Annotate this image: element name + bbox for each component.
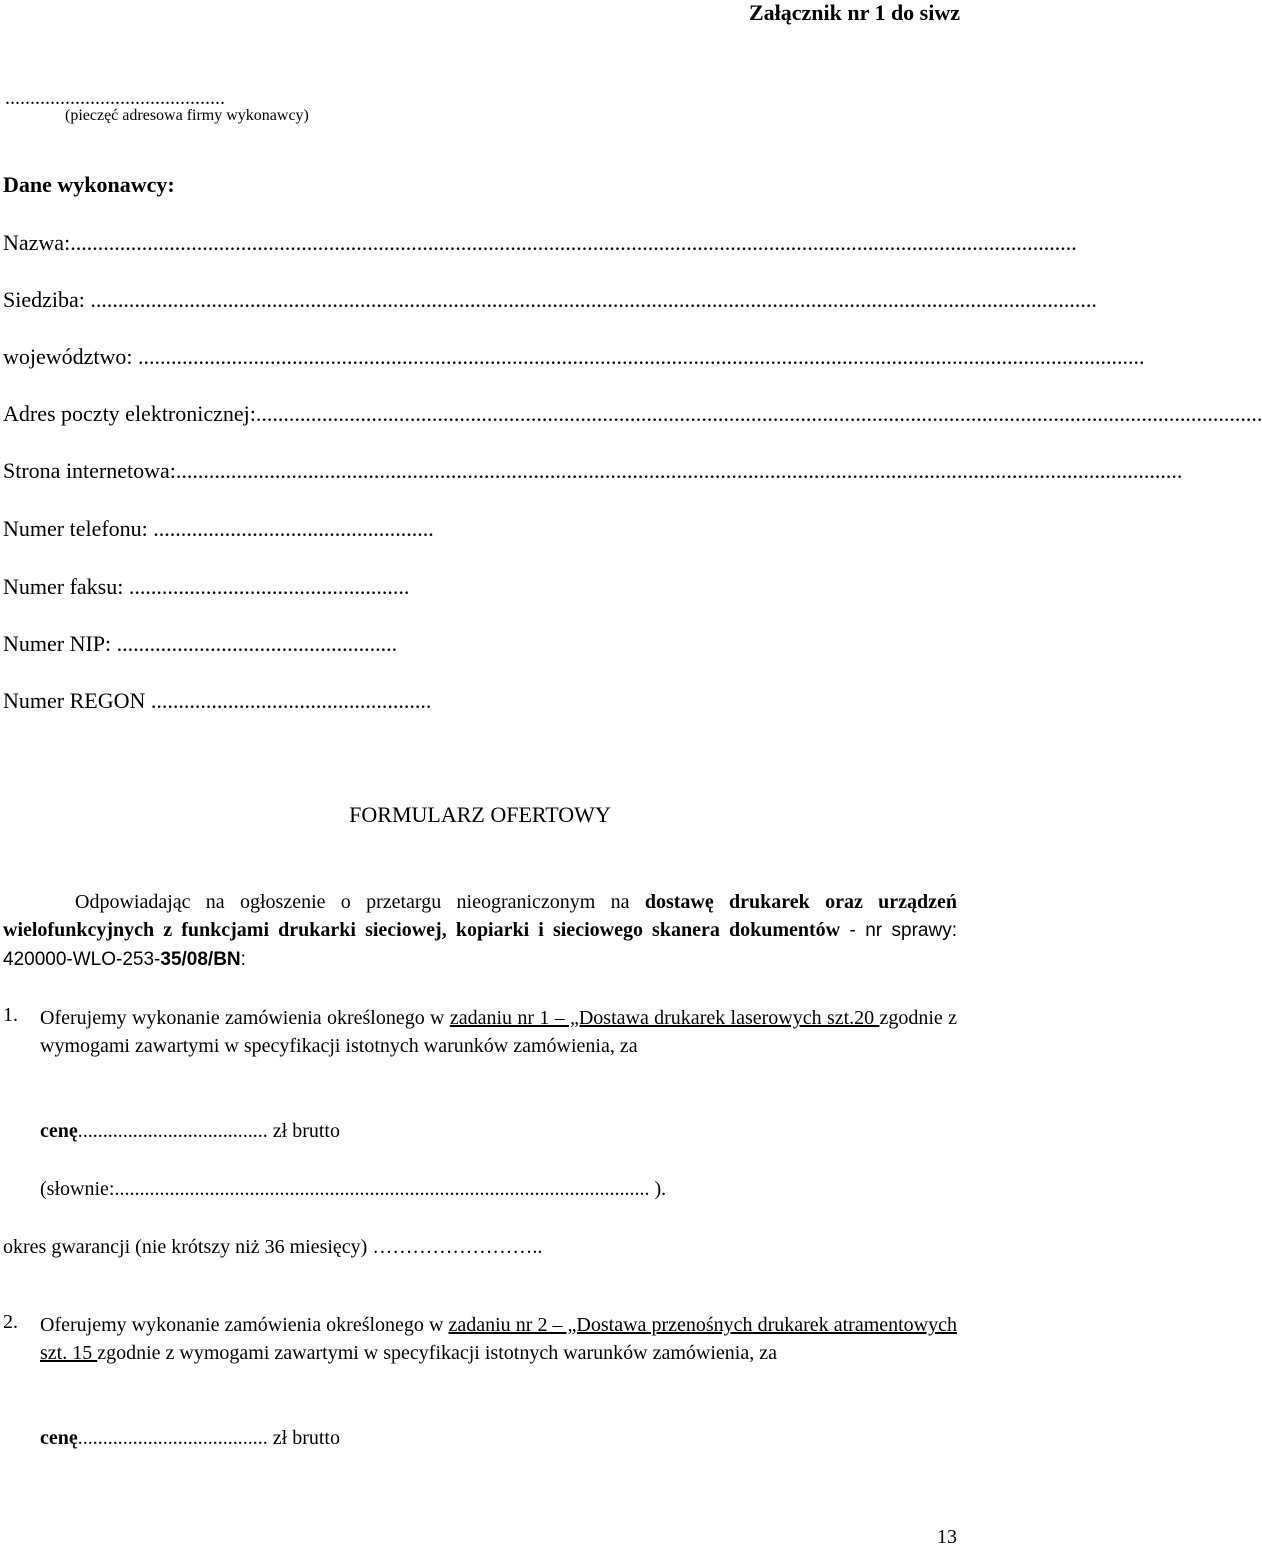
price-dots: ...................................... <box>77 1120 268 1142</box>
field-email <box>3 401 1262 427</box>
annex-title: Załącznik nr 1 do siwz <box>748 0 960 25</box>
field-label: Numer faksu: <box>3 574 129 599</box>
intro-text: Odpowiadając na ogłoszenie o przetargu nieograniczonym na <box>75 891 645 913</box>
item1-text: Oferujemy wykonanie zamówienia określonego w <box>40 1007 450 1029</box>
field-label: województwo: <box>3 344 139 369</box>
field-seat <box>3 287 1097 313</box>
intro-subject: dostawę drukarek oraz urządzeń wielofunkcyjnych z funkcjami drukarki sieciowej, kopiarki i sieciowego skanera dokumentów <box>3 891 958 941</box>
field-dots: ................................................... <box>116 631 398 656</box>
item1-paragraph <box>40 1004 957 1060</box>
price-label: cenę <box>40 1120 78 1142</box>
field-dots: ....................................................................................................................................................................................... <box>175 458 1183 483</box>
field-dots: ................................................... <box>128 574 410 599</box>
field-website <box>3 458 1183 484</box>
item2-task: zadaniu nr 2 – „Dostawa przenośnych drukarek atramentowych szt. 15 <box>40 1314 958 1364</box>
item2-text: Oferujemy wykonanie zamówienia określonego w <box>40 1314 449 1336</box>
field-label: Nazwa: <box>3 230 71 255</box>
intro-case-suffix: 35/08/BN <box>160 949 241 970</box>
item1-number: 1. <box>3 1004 18 1026</box>
item2-number: 2. <box>3 1311 18 1333</box>
field-phone <box>3 516 943 542</box>
page-number: 13 <box>937 1526 957 1548</box>
field-dots: ................................................... <box>153 516 434 541</box>
field-label: Adres poczty elektronicznej: <box>3 401 256 426</box>
item2-text-2: zgodnie z wymogami zawartymi w specyfikacji istotnych warunków zamówienia, za <box>97 1342 777 1364</box>
field-voivodeship <box>3 344 1145 370</box>
field-fax <box>3 574 943 600</box>
field-dots: ....................................................................................................................................................................................... <box>90 287 1097 312</box>
field-regon <box>3 688 943 714</box>
words-dots: ........................................................................................................... <box>114 1178 650 1200</box>
field-dots: ....................................................................................................................................................................................... <box>138 344 1145 369</box>
field-label: Numer REGON <box>3 688 151 713</box>
field-label: Siedziba: <box>3 287 91 312</box>
price-label: cenę <box>40 1427 78 1449</box>
intro-case-number: - nr sprawy: 420000-WLO-253- <box>3 920 957 970</box>
item1-price <box>40 1120 340 1143</box>
item1-in-words <box>40 1178 666 1201</box>
contractor-heading: Dane wykonawcy: <box>3 172 175 197</box>
item2-price <box>40 1427 340 1450</box>
item1-task: zadaniu nr 1 – „Dostawa drukarek laserowych szt.20 <box>449 1007 880 1029</box>
price-dots: ...................................... <box>77 1427 268 1449</box>
field-name <box>3 230 1077 256</box>
field-label: Numer NIP: <box>3 631 117 656</box>
field-label: Numer telefonu: <box>3 516 154 541</box>
intro-paragraph <box>3 888 957 974</box>
stamp-dots: ............................................ <box>5 87 225 109</box>
field-dots: ....................................................................................................................................................................................... <box>70 230 1077 255</box>
item2-paragraph <box>40 1311 957 1367</box>
stamp-caption: (pieczęć adresowa firmy wykonawcy) <box>65 107 309 124</box>
field-nip <box>3 631 943 657</box>
item1-text-2: zgodnie z wymogami zawartymi w specyfikacji istotnych warunków zamówienia, za <box>40 1007 958 1057</box>
price-unit: zł brutto <box>267 1427 340 1449</box>
field-label: Strona internetowa: <box>3 458 176 483</box>
item1-warranty: okres gwarancji (nie krótszy niż 36 miesięcy) …………………….. <box>3 1236 543 1258</box>
field-dots: ....................................................................................................................................................................................... <box>255 401 1262 426</box>
intro-colon: : <box>240 949 246 970</box>
price-unit: zł brutto <box>267 1120 340 1142</box>
words-end: ). <box>649 1178 667 1200</box>
form-title: FORMULARZ OFERTOWY <box>349 802 611 827</box>
field-dots: ................................................... <box>150 688 432 713</box>
words-label: (słownie: <box>40 1178 115 1200</box>
